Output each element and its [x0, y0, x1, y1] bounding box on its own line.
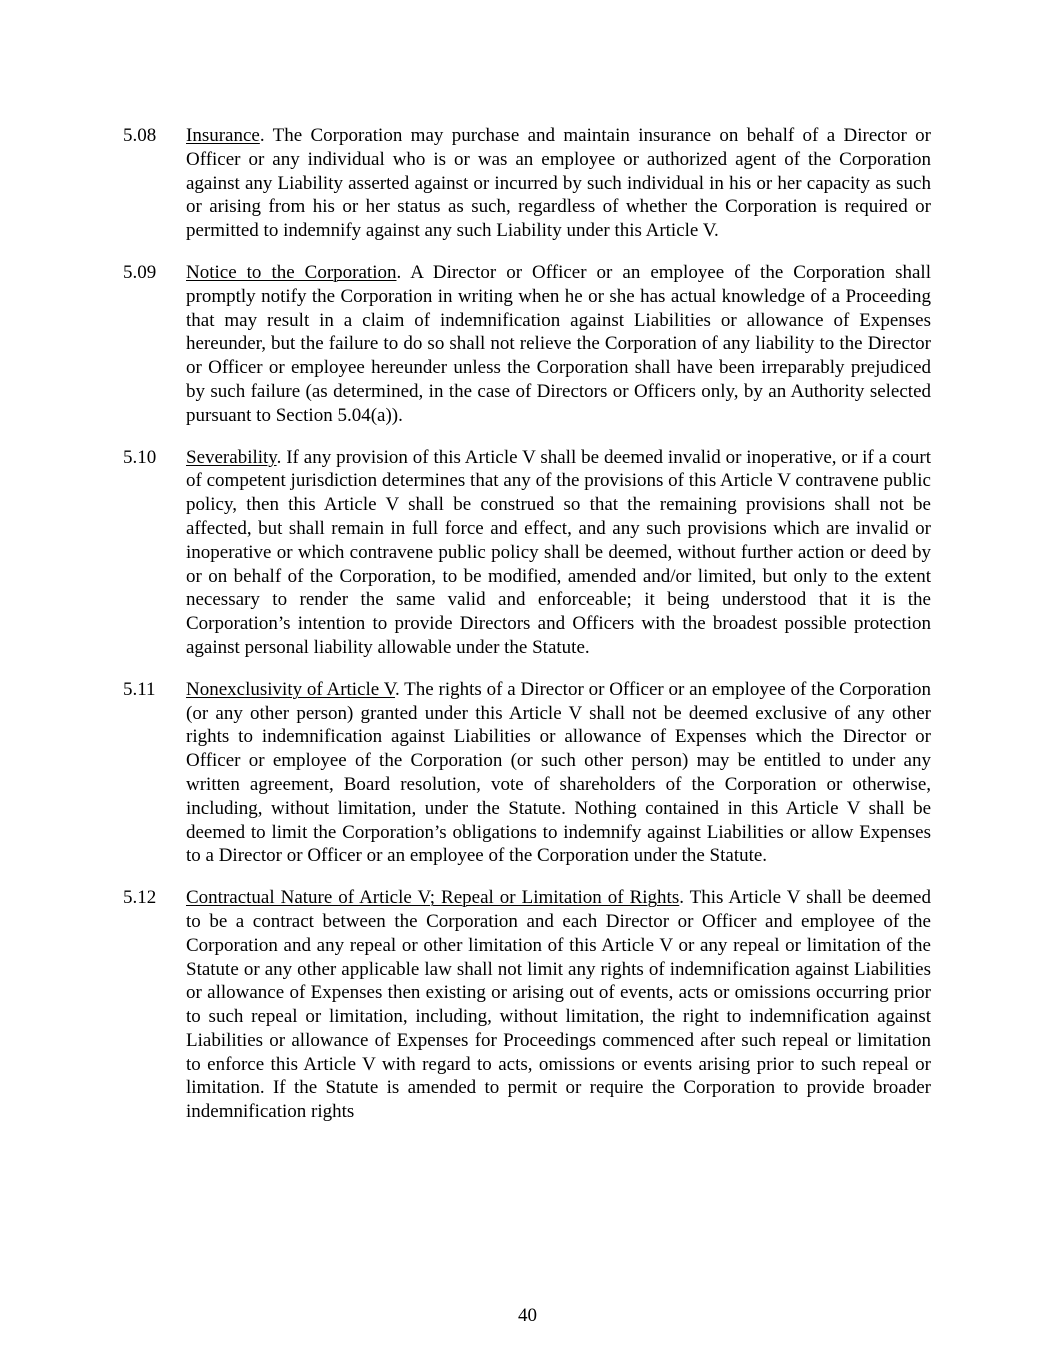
section-body: [186, 261, 931, 428]
section-heading: Nonexclusivity of Article V: [186, 678, 395, 700]
section-heading: Contractual Nature of Article V; Repeal or Limitation of Rights: [186, 887, 680, 909]
section-body: [186, 886, 931, 1124]
section-5-10: [123, 446, 931, 660]
page-number: 40: [518, 1305, 537, 1326]
section-text: . The Corporation may purchase and maintain insurance on behalf of a Director or Officer or any individual who is or was an employee or authorized agent of the Corporation against any Liability asserted against or incurred by such individual in his or her capacity as such or arising from his or her status as such, regardless of whether the Corporation is required or permitted to indemnify against any such Liability under this Article V.: [186, 125, 931, 242]
section-text: . This Article V shall be deemed to be a contract between the Corporation and each Director or Officer and employee of the Corporation and any repeal or other limitation of this Article V or any repeal or limitation of the Statute or any other applicable law shall not limit any rights of indemnification against Liabilities or allowance of Expenses then existing or arising out of events, acts or omissions occurring prior to such repeal or limitation, including, without limitation, the right to indemnification against Liabilities or allowance of Expenses for Proceedings commenced after such repeal or limitation to enforce this Article V with regard to acts, omissions or events arising prior to such repeal or limitation. If the Statute is amended to permit or require the Corporation to provide broader indemnification rights: [186, 887, 931, 1123]
sections-list: [123, 124, 931, 1142]
section-text: . If any provision of this Article V shall be deemed invalid or inoperative, or if a court of competent jurisdiction determines that any of the provisions of this Article V contravene public policy, then this Article V shall be construed so that the remaining provisions shall not be affected, but shall remain in full force and effect, and any such provisions which are invalid or inoperative or which contravene public policy shall be deemed, without further action or deed by or on behalf of the Corporation, to be modified, amended and/or limited, but only to the extent necessary to render the same valid and enforceable; it being understood that it is the Corporation’s intention to provide Directors and Officers with the broadest possible protection against personal liability allowable under the Statute.: [186, 446, 931, 658]
section-heading: Severability: [186, 446, 277, 468]
section-number: 5.12: [123, 887, 157, 909]
section-text: . A Director or Officer or an employee of the Corporation shall promptly notify the Corporation in writing when he or she has actual knowledge of a Proceeding that may result in a claim of indemnification against Liabilities or allowance of Expenses hereunder, but the failure to do so shall not relieve the Corporation of any liability to the Director or Officer or employee hereunder unless the Corporation shall have been irreparably prejudiced by such failure (as determined, in the case of Directors or Officers only, by an Authority selected pursuant to Section 5.04(a)).: [186, 261, 931, 426]
section-heading: Notice to the Corporation: [186, 261, 397, 283]
section-number: 5.10: [123, 446, 157, 468]
section-body: [186, 678, 931, 868]
section-5-08: [123, 124, 931, 243]
section-number: 5.11: [123, 678, 156, 700]
section-text: . The rights of a Director or Officer or an employee of the Corporation (or any other person) granted under this Article V shall not be deemed exclusive of any other rights to indemnification against Liabilities or allowance of Expenses which the Director or Officer or employee of the Corporation (or such other person) may be entitled to under any written agreement, Board resolution, vote of shareholders of the Corporation or otherwise, including, without limitation, under the Statute. Nothing contained in this Article V shall be deemed to limit the Corporation’s obligations to indemnify against Liabilities or allow Expenses to a Director or Officer or an employee of the Corporation under the Statute.: [186, 678, 931, 867]
section-5-09: [123, 261, 931, 428]
section-heading: Insurance: [186, 125, 260, 146]
section-5-12: [123, 886, 931, 1124]
section-body: [186, 124, 931, 243]
section-number: 5.08: [123, 125, 157, 146]
section-number: 5.09: [123, 261, 157, 283]
section-5-11: [123, 678, 931, 868]
section-body: [186, 446, 931, 660]
